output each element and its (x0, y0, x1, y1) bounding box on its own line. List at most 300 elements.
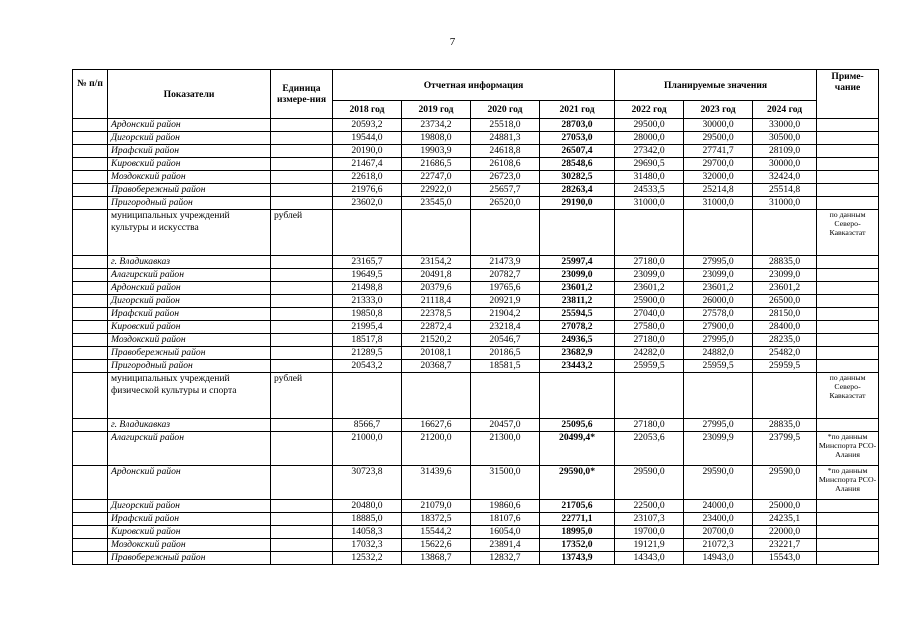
empty-cell (684, 373, 753, 419)
value-cell: 23099,0 (684, 269, 753, 282)
value-cell: 21467,4 (333, 158, 402, 171)
value-cell: 24000,0 (684, 500, 753, 513)
category-row (73, 373, 879, 419)
header-unit: Единица измере-ния (271, 70, 333, 119)
district-name: Моздокский район (108, 171, 271, 184)
note-cell (817, 552, 879, 565)
unit-cell (271, 539, 333, 552)
value-cell: 23601,2 (540, 282, 615, 295)
value-cell: 27053,0 (540, 132, 615, 145)
value-cell: 12832,7 (471, 552, 540, 565)
header-planned: Планируемые значения (615, 70, 817, 101)
table-row (73, 526, 879, 539)
row-number-cell (73, 308, 108, 321)
value-cell: 12532,2 (333, 552, 402, 565)
value-cell: 18372,5 (402, 513, 471, 526)
value-cell: 15544,2 (402, 526, 471, 539)
row-number-cell (73, 373, 108, 419)
note-cell (817, 539, 879, 552)
value-cell: 27995,0 (684, 334, 753, 347)
value-cell: 23601,2 (615, 282, 684, 295)
value-cell: 14943,0 (684, 552, 753, 565)
value-cell: 26520,0 (471, 197, 540, 210)
table-row (73, 119, 879, 132)
value-cell: 28109,0 (753, 145, 817, 158)
district-name: Пригородный район (108, 360, 271, 373)
row-number-cell (73, 119, 108, 132)
value-cell: 20368,7 (402, 360, 471, 373)
value-cell: 21705,6 (540, 500, 615, 513)
note-cell (817, 132, 879, 145)
value-cell: 23891,4 (471, 539, 540, 552)
header-year: 2019 год (402, 101, 471, 119)
empty-cell (684, 210, 753, 256)
value-cell: 19649,5 (333, 269, 402, 282)
empty-cell (540, 373, 615, 419)
unit-cell (271, 360, 333, 373)
row-number-cell (73, 256, 108, 269)
value-cell: 20546,7 (471, 334, 540, 347)
unit-cell (271, 132, 333, 145)
value-cell: 29700,0 (684, 158, 753, 171)
value-cell: 21118,4 (402, 295, 471, 308)
district-name: Ардонский район (108, 466, 271, 500)
table-row (73, 321, 879, 334)
district-name: Ардонский район (108, 282, 271, 295)
value-cell: 24282,0 (615, 347, 684, 360)
value-cell: 21520,2 (402, 334, 471, 347)
row-number-cell (73, 334, 108, 347)
table-row (73, 145, 879, 158)
value-cell: 20457,0 (471, 419, 540, 432)
value-cell: 24618,8 (471, 145, 540, 158)
value-cell: 21200,0 (402, 432, 471, 466)
value-cell: 21079,0 (402, 500, 471, 513)
value-cell: 20700,0 (684, 526, 753, 539)
value-cell: 26507,4 (540, 145, 615, 158)
note-cell (817, 184, 879, 197)
empty-cell (471, 210, 540, 256)
value-cell: 19121,9 (615, 539, 684, 552)
value-cell: 32424,0 (753, 171, 817, 184)
unit-cell (271, 500, 333, 513)
table-row (73, 500, 879, 513)
note-cell: по данным Северо-Кавказстат (817, 373, 879, 419)
value-cell: 20186,5 (471, 347, 540, 360)
value-cell: 16054,0 (471, 526, 540, 539)
header-year: 2020 год (471, 101, 540, 119)
district-name: Кировский район (108, 526, 271, 539)
salary-table (72, 69, 879, 565)
value-cell: 27078,2 (540, 321, 615, 334)
empty-cell (753, 373, 817, 419)
table-row (73, 184, 879, 197)
value-cell: 29500,0 (684, 132, 753, 145)
value-cell: 21904,2 (471, 308, 540, 321)
district-name: г. Владикавказ (108, 256, 271, 269)
value-cell: 29190,0 (540, 197, 615, 210)
unit-cell (271, 145, 333, 158)
note-cell (817, 334, 879, 347)
note-cell (817, 321, 879, 334)
value-cell: 20499,4* (540, 432, 615, 466)
table-row (73, 360, 879, 373)
note-cell (817, 295, 879, 308)
value-cell: 24882,0 (684, 347, 753, 360)
value-cell: 28235,0 (753, 334, 817, 347)
empty-cell (615, 210, 684, 256)
value-cell: 23601,2 (684, 282, 753, 295)
value-cell: 33000,0 (753, 119, 817, 132)
value-cell: 25959,5 (684, 360, 753, 373)
row-number-cell (73, 132, 108, 145)
value-cell: 19860,6 (471, 500, 540, 513)
row-number-cell (73, 347, 108, 360)
value-cell: 29590,0 (615, 466, 684, 500)
value-cell: 13868,7 (402, 552, 471, 565)
value-cell: 19850,8 (333, 308, 402, 321)
value-cell: 27578,0 (684, 308, 753, 321)
district-name: Дигорский район (108, 500, 271, 513)
header-indicators: Показатели (108, 70, 271, 119)
district-name: Алагирский район (108, 432, 271, 466)
value-cell: 25514,8 (753, 184, 817, 197)
value-cell: 27580,0 (615, 321, 684, 334)
header-note: Приме-чание (817, 70, 879, 119)
value-cell: 20379,6 (402, 282, 471, 295)
value-cell: 25095,6 (540, 419, 615, 432)
value-cell: 17032,3 (333, 539, 402, 552)
value-cell: 30723,8 (333, 466, 402, 500)
empty-cell (333, 373, 402, 419)
unit-cell (271, 256, 333, 269)
unit-cell (271, 552, 333, 565)
value-cell: 25214,8 (684, 184, 753, 197)
unit-cell (271, 347, 333, 360)
value-cell: 18517,8 (333, 334, 402, 347)
value-cell: 21976,6 (333, 184, 402, 197)
value-cell: 22771,1 (540, 513, 615, 526)
district-name: Правобережный район (108, 347, 271, 360)
value-cell: 21498,8 (333, 282, 402, 295)
note-cell (817, 308, 879, 321)
value-cell: 16627,6 (402, 419, 471, 432)
unit-cell (271, 197, 333, 210)
row-number-cell (73, 432, 108, 466)
value-cell: 30500,0 (753, 132, 817, 145)
value-cell: 20543,2 (333, 360, 402, 373)
value-cell: 19765,6 (471, 282, 540, 295)
note-cell (817, 500, 879, 513)
value-cell: 27900,0 (684, 321, 753, 334)
row-number-cell (73, 500, 108, 513)
value-cell: 29590,0 (753, 466, 817, 500)
value-cell: 27180,0 (615, 334, 684, 347)
table-row (73, 158, 879, 171)
unit-cell (271, 158, 333, 171)
value-cell: 29590,0 (684, 466, 753, 500)
value-cell: 13743,9 (540, 552, 615, 565)
row-number-cell (73, 145, 108, 158)
value-cell: 22500,0 (615, 500, 684, 513)
value-cell: 23099,0 (753, 269, 817, 282)
value-cell: 22747,0 (402, 171, 471, 184)
value-cell: 24936,5 (540, 334, 615, 347)
note-cell (817, 526, 879, 539)
header-no: № п/п (73, 70, 108, 119)
header-reported: Отчетная информация (333, 70, 615, 101)
value-cell: 18885,0 (333, 513, 402, 526)
value-cell: 20108,1 (402, 347, 471, 360)
unit-cell (271, 466, 333, 500)
value-cell: 25518,0 (471, 119, 540, 132)
value-cell: 26723,0 (471, 171, 540, 184)
value-cell: 23602,0 (333, 197, 402, 210)
value-cell: 15622,6 (402, 539, 471, 552)
value-cell: 23099,9 (684, 432, 753, 466)
value-cell: 31480,0 (615, 171, 684, 184)
value-cell: 23811,2 (540, 295, 615, 308)
value-cell: 23443,2 (540, 360, 615, 373)
note-cell (817, 256, 879, 269)
value-cell: 30282,5 (540, 171, 615, 184)
empty-cell (471, 373, 540, 419)
note-cell: по данным Северо-Кавказстат (817, 210, 879, 256)
table-row (73, 197, 879, 210)
unit-cell (271, 419, 333, 432)
value-cell: 18995,0 (540, 526, 615, 539)
district-name: Ирафский район (108, 308, 271, 321)
unit-cell (271, 308, 333, 321)
value-cell: 23165,7 (333, 256, 402, 269)
value-cell: 19700,0 (615, 526, 684, 539)
value-cell: 28835,0 (753, 419, 817, 432)
row-number-cell (73, 282, 108, 295)
value-cell: 28000,0 (615, 132, 684, 145)
table-body (73, 119, 879, 565)
note-cell: *по данным Минспорта РСО-Алания (817, 432, 879, 466)
unit-cell (271, 432, 333, 466)
unit-cell (271, 184, 333, 197)
unit-cell (271, 526, 333, 539)
value-cell: 22053,6 (615, 432, 684, 466)
district-name: Дигорский район (108, 132, 271, 145)
value-cell: 25482,0 (753, 347, 817, 360)
value-cell: 28835,0 (753, 256, 817, 269)
value-cell: 23218,4 (471, 321, 540, 334)
note-cell (817, 158, 879, 171)
row-number-cell (73, 321, 108, 334)
note-cell (817, 360, 879, 373)
note-cell (817, 513, 879, 526)
district-name: Ирафский район (108, 513, 271, 526)
row-number-cell (73, 539, 108, 552)
value-cell: 21289,5 (333, 347, 402, 360)
value-cell: 19903,9 (402, 145, 471, 158)
table-row (73, 171, 879, 184)
value-cell: 22000,0 (753, 526, 817, 539)
value-cell: 22872,4 (402, 321, 471, 334)
district-name: Дигорский район (108, 295, 271, 308)
table-row (73, 539, 879, 552)
table-row (73, 347, 879, 360)
header-year: 2022 год (615, 101, 684, 119)
value-cell: 27040,0 (615, 308, 684, 321)
table-row (73, 269, 879, 282)
unit-cell: рублей (271, 373, 333, 419)
unit-cell (271, 321, 333, 334)
table-row (73, 295, 879, 308)
value-cell: 15543,0 (753, 552, 817, 565)
value-cell: 20190,0 (333, 145, 402, 158)
value-cell: 31000,0 (684, 197, 753, 210)
district-name: г. Владикавказ (108, 419, 271, 432)
value-cell: 23221,7 (753, 539, 817, 552)
value-cell: 29500,0 (615, 119, 684, 132)
value-cell: 18107,6 (471, 513, 540, 526)
row-number-cell (73, 197, 108, 210)
district-name: Правобережный район (108, 552, 271, 565)
unit-cell (271, 282, 333, 295)
row-number-cell (73, 466, 108, 500)
value-cell: 23107,3 (615, 513, 684, 526)
note-cell (817, 171, 879, 184)
note-cell: *по данным Минспорта РСО-Алания (817, 466, 879, 500)
value-cell: 20921,9 (471, 295, 540, 308)
value-cell: 22378,5 (402, 308, 471, 321)
value-cell: 25900,0 (615, 295, 684, 308)
unit-cell (271, 513, 333, 526)
value-cell: 31500,0 (471, 466, 540, 500)
district-name: Кировский район (108, 158, 271, 171)
value-cell: 22922,0 (402, 184, 471, 197)
value-cell: 20782,7 (471, 269, 540, 282)
value-cell: 23799,5 (753, 432, 817, 466)
value-cell: 29690,5 (615, 158, 684, 171)
value-cell: 21333,0 (333, 295, 402, 308)
district-name: Правобережный район (108, 184, 271, 197)
header-year: 2021 год (540, 101, 615, 119)
value-cell: 23400,0 (684, 513, 753, 526)
value-cell: 23099,0 (540, 269, 615, 282)
note-cell (817, 119, 879, 132)
value-cell: 18581,5 (471, 360, 540, 373)
value-cell: 23545,0 (402, 197, 471, 210)
value-cell: 27342,0 (615, 145, 684, 158)
value-cell: 26108,6 (471, 158, 540, 171)
table-row (73, 282, 879, 295)
note-cell (817, 197, 879, 210)
value-cell: 19544,0 (333, 132, 402, 145)
note-cell (817, 145, 879, 158)
unit-cell (271, 295, 333, 308)
value-cell: 23099,0 (615, 269, 684, 282)
value-cell: 25959,5 (615, 360, 684, 373)
table-row (73, 432, 879, 466)
table-row (73, 256, 879, 269)
value-cell: 20491,8 (402, 269, 471, 282)
value-cell: 24235,1 (753, 513, 817, 526)
unit-cell (271, 171, 333, 184)
value-cell: 25959,5 (753, 360, 817, 373)
empty-cell (402, 373, 471, 419)
table-row (73, 466, 879, 500)
note-cell (817, 347, 879, 360)
table-row (73, 308, 879, 321)
value-cell: 28263,4 (540, 184, 615, 197)
category-label: муниципальных учреждений физической культуры и спорта (108, 373, 271, 419)
value-cell: 20480,0 (333, 500, 402, 513)
row-number-cell (73, 419, 108, 432)
page-number: 7 (449, 36, 456, 48)
table-row (73, 552, 879, 565)
value-cell: 17352,0 (540, 539, 615, 552)
category-label: муниципальных учреждений культуры и искусства (108, 210, 271, 256)
value-cell: 30000,0 (684, 119, 753, 132)
unit-cell (271, 119, 333, 132)
value-cell: 21300,0 (471, 432, 540, 466)
note-cell (817, 282, 879, 295)
row-number-cell (73, 269, 108, 282)
empty-cell (753, 210, 817, 256)
value-cell: 28150,0 (753, 308, 817, 321)
empty-cell (615, 373, 684, 419)
value-cell: 25657,7 (471, 184, 540, 197)
value-cell: 14058,3 (333, 526, 402, 539)
value-cell: 32000,0 (684, 171, 753, 184)
value-cell: 26000,0 (684, 295, 753, 308)
empty-cell (540, 210, 615, 256)
district-name: Кировский район (108, 321, 271, 334)
value-cell: 31439,6 (402, 466, 471, 500)
row-number-cell (73, 526, 108, 539)
note-cell (817, 419, 879, 432)
value-cell: 27995,0 (684, 256, 753, 269)
district-name: Ардонский район (108, 119, 271, 132)
value-cell: 19808,0 (402, 132, 471, 145)
empty-cell (333, 210, 402, 256)
row-number-cell (73, 158, 108, 171)
district-name: Моздокский район (108, 539, 271, 552)
value-cell: 25997,4 (540, 256, 615, 269)
value-cell: 31000,0 (615, 197, 684, 210)
value-cell: 27180,0 (615, 256, 684, 269)
value-cell: 14343,0 (615, 552, 684, 565)
value-cell: 23601,2 (753, 282, 817, 295)
value-cell: 25594,5 (540, 308, 615, 321)
value-cell: 23734,2 (402, 119, 471, 132)
table-row (73, 132, 879, 145)
value-cell: 23154,2 (402, 256, 471, 269)
district-name: Ирафский район (108, 145, 271, 158)
value-cell: 28703,0 (540, 119, 615, 132)
row-number-cell (73, 210, 108, 256)
district-name: Моздокский район (108, 334, 271, 347)
value-cell: 30000,0 (753, 158, 817, 171)
district-name: Алагирский район (108, 269, 271, 282)
category-row (73, 210, 879, 256)
value-cell: 23682,9 (540, 347, 615, 360)
value-cell: 24881,3 (471, 132, 540, 145)
value-cell: 21995,4 (333, 321, 402, 334)
value-cell: 20593,2 (333, 119, 402, 132)
row-number-cell (73, 171, 108, 184)
value-cell: 31000,0 (753, 197, 817, 210)
header-year: 2023 год (684, 101, 753, 119)
row-number-cell (73, 295, 108, 308)
header-year: 2024 год (753, 101, 817, 119)
unit-cell (271, 269, 333, 282)
